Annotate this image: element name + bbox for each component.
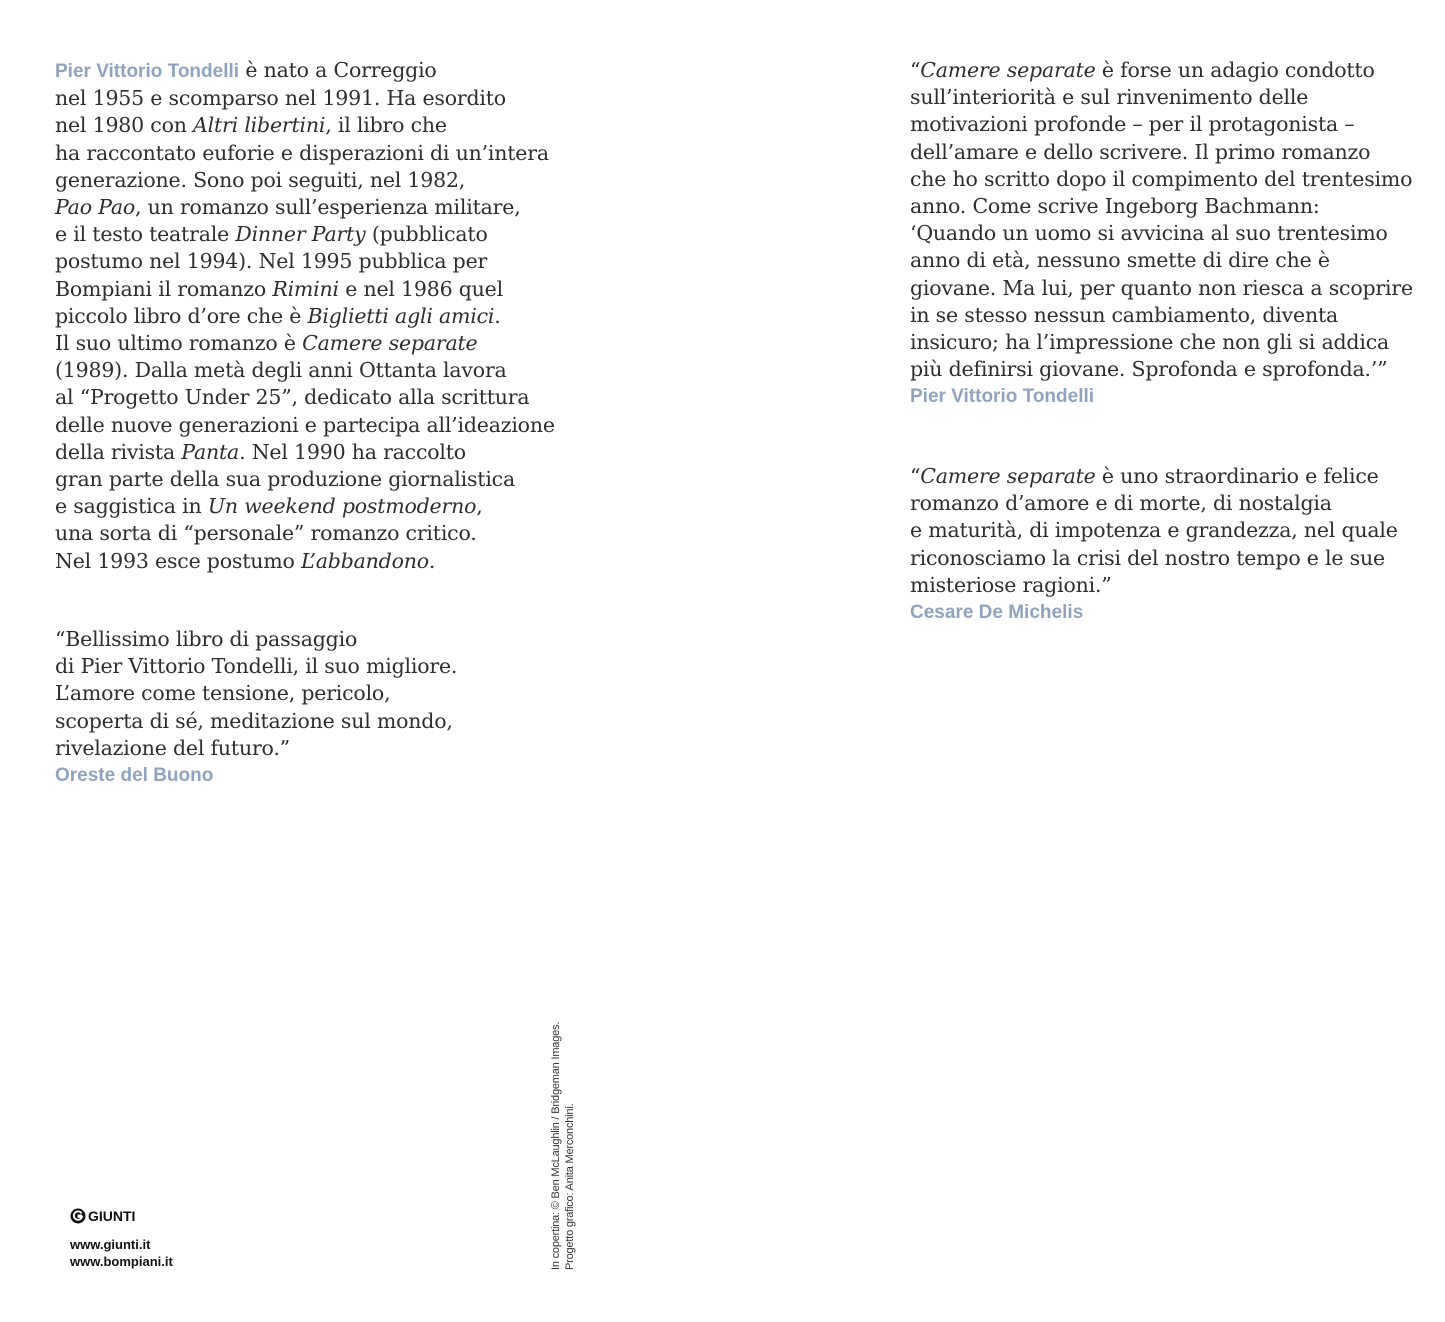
- bio-line: e saggistica in Un weekend postmoderno,: [55, 494, 483, 519]
- bio-line: generazione. Sono poi seguiti, nel 1982,: [55, 167, 466, 192]
- bio-line: Pao Pao, un romanzo sull’esperienza militare,: [55, 195, 521, 220]
- giunti-logo-icon: [70, 1208, 86, 1224]
- quote-line: rivelazione del futuro.”: [55, 735, 290, 760]
- quote-line: dell’amare e dello scrivere. Il primo romanzo: [910, 139, 1371, 164]
- quote-line: scoperta di sé, meditazione sul mondo,: [55, 708, 453, 733]
- bio-line: piccolo libro d’ore che è Biglietti agli amici.: [55, 303, 501, 328]
- quote-line: romanzo d’amore e di morte, di nostalgia: [910, 491, 1332, 516]
- publisher-logo: [70, 1208, 173, 1224]
- quote-line: “Camere separate è forse un adagio condotto: [910, 58, 1375, 82]
- quote-author: Cesare De Michelis: [910, 602, 1084, 624]
- credit-line-design: Progetto grafico: Anita Merconchini.: [564, 1103, 576, 1270]
- bio-line: Nel 1993 esce postumo L’abbandono.: [55, 548, 436, 573]
- bio-line: nel 1980 con Altri libertini, il libro che: [55, 113, 447, 138]
- publisher-name: GIUNTI: [88, 1208, 136, 1224]
- quote-line: insicuro; ha l’impressione che non gli si addica: [910, 330, 1390, 355]
- bio-line: postumo nel 1994). Nel 1995 pubblica per: [55, 249, 488, 274]
- bio-line: nel 1955 e scomparso nel 1991. Ha esordito: [55, 86, 506, 111]
- quote-line: in se stesso nessun cambiamento, diventa: [910, 302, 1339, 327]
- quote-line: anno di età, nessuno smette di dire che è: [910, 248, 1330, 273]
- quote-line: e maturità, di impotenza e grandezza, nel quale: [910, 518, 1398, 543]
- author-name: Pier Vittorio Tondelli: [55, 61, 240, 82]
- quote-line: di Pier Vittorio Tondelli, il suo migliore.: [55, 654, 458, 679]
- review-quote-de-michelis: [910, 463, 1398, 626]
- review-quote-del-buono: [55, 626, 457, 789]
- quote-author: Pier Vittorio Tondelli: [910, 386, 1095, 408]
- quote-author: Oreste del Buono: [55, 765, 214, 787]
- bio-line: delle nuove generazioni e partecipa all’ideazione: [55, 412, 555, 437]
- bio-line: Bompiani il romanzo Rimini e nel 1986 quel: [55, 276, 503, 301]
- publisher-url-bompiani[interactable]: www.bompiani.it: [70, 1254, 173, 1269]
- quote-line: giovane. Ma lui, per quanto non riesca a scoprire: [910, 275, 1413, 300]
- quote-line: “Camere separate è uno straordinario e felice: [910, 464, 1379, 488]
- author-biography: [55, 57, 555, 575]
- credit-line-cover: In copertina: © Ben McLaughlin / Bridgeman Images.: [550, 1021, 562, 1270]
- quote-line: motivazioni profonde – per il protagonista –: [910, 112, 1355, 137]
- bio-line: della rivista Panta. Nel 1990 ha raccolto: [55, 439, 466, 464]
- bio-line: ha raccontato euforie e disperazioni di un’intera: [55, 140, 549, 165]
- bio-line: una sorta di “personale” romanzo critico.: [55, 521, 477, 546]
- quote-line: misteriose ragioni.”: [910, 572, 1112, 597]
- quote-line: che ho scritto dopo il compimento del trentesimo: [910, 166, 1413, 191]
- quote-line: “Bellissimo libro di passaggio: [55, 627, 358, 651]
- bio-line: Pier Vittorio Tondelli è nato a Correggio: [55, 58, 437, 82]
- publisher-block: [70, 1208, 173, 1270]
- quote-line: più definirsi giovane. Sprofonda e sprofonda.’”: [910, 357, 1388, 382]
- quote-line: L’amore come tensione, pericolo,: [55, 681, 391, 706]
- bio-line: (1989). Dalla metà degli anni Ottanta lavora: [55, 358, 507, 383]
- bio-line: e il testo teatrale Dinner Party (pubblicato: [55, 222, 488, 247]
- bio-line: al “Progetto Under 25”, dedicato alla scrittura: [55, 385, 530, 410]
- quote-line: anno. Come scrive Ingeborg Bachmann:: [910, 194, 1320, 219]
- quote-line: sull’interiorità e sul rinvenimento delle: [910, 85, 1309, 110]
- quote-line: ‘Quando un uomo si avvicina al suo trentesimo: [910, 221, 1388, 246]
- publisher-url-giunti[interactable]: www.giunti.it: [70, 1237, 151, 1252]
- bio-line: Il suo ultimo romanzo è Camere separate: [55, 331, 478, 356]
- bio-line: gran parte della sua produzione giornalistica: [55, 467, 515, 492]
- author-quote-tondelli: [910, 57, 1413, 411]
- quote-line: riconosciamo la crisi del nostro tempo e le sue: [910, 545, 1385, 570]
- cover-credits: [549, 1022, 577, 1270]
